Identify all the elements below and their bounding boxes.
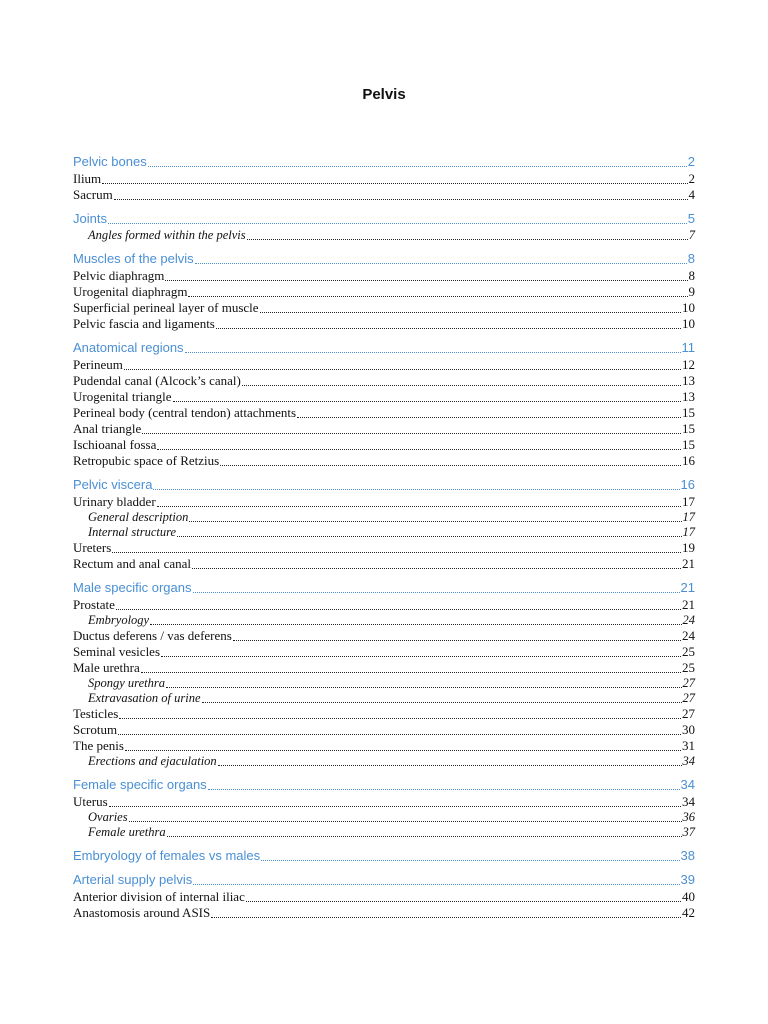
toc-entry-label: Ureters [73,540,112,555]
toc-page-number: 39 [680,872,695,887]
toc-entry-label: The penis [73,738,124,753]
toc-entry[interactable] [73,540,695,556]
dot-leader [189,521,681,522]
toc-section-heading[interactable] [73,848,695,864]
toc-page-number: 34 [680,777,695,792]
toc-entry-label: Retropubic space of Retzius [73,453,220,468]
dot-leader [125,750,681,751]
toc-entry[interactable] [73,357,695,373]
dot-leader [157,506,681,507]
toc-page-number: 37 [682,825,695,839]
dot-leader [118,734,681,735]
toc-subentry[interactable] [73,676,695,691]
toc-subentry[interactable] [73,510,695,525]
dot-leader [129,821,682,822]
toc-entry-label: Urogenital triangle [73,389,172,404]
toc-page-number: 10 [682,316,695,331]
toc-entry[interactable] [73,722,695,738]
toc-page-number: 27 [682,676,695,690]
toc-entry[interactable] [73,300,695,316]
toc-entry-label: Pelvic fascia and ligaments [73,316,215,331]
toc-page-number: 27 [682,691,695,705]
toc-page-number: 10 [682,300,695,315]
toc-entry[interactable] [73,597,695,613]
toc-page-number: 42 [682,905,695,920]
dot-leader [116,609,681,610]
toc-page-number: 8 [688,268,695,283]
toc-page-number: 21 [682,556,695,571]
toc-entry-label: Ovaries [88,810,128,824]
toc-page-number: 17 [682,494,695,509]
toc-page-number: 40 [682,889,695,904]
toc-page-number: 34 [682,794,695,809]
toc-page-number: 12 [682,357,695,372]
toc-page-number: 17 [682,510,695,524]
toc-entry-label: General description [88,510,189,524]
toc-section-heading[interactable] [73,777,695,793]
toc-entry-label: Sacrum [73,187,113,202]
dot-leader [141,672,681,673]
toc-page-number: 2 [688,171,695,186]
toc-page-number: 21 [682,597,695,612]
toc-entry-label: Anastomosis around ASIS [73,905,211,920]
toc-entry-label: Anterior division of internal iliac [73,889,245,904]
toc-page-number: 34 [682,754,695,768]
toc-entry-label: Prostate [73,597,115,612]
toc-page-number: 9 [688,284,695,299]
dot-leader [142,433,681,434]
dot-leader [166,687,682,688]
toc-subentry[interactable] [73,825,695,840]
toc-entry-label: Female urethra [88,825,166,839]
dot-leader [153,489,679,490]
toc-entry-label: Embryology of females vs males [73,848,261,863]
toc-entry-label: Urogenital diaphragm [73,284,188,299]
toc-page-number: 38 [680,848,695,863]
toc-entry[interactable] [73,628,695,644]
dot-leader [193,592,680,593]
toc-page-number: 16 [682,453,695,468]
toc-page-number: 24 [682,613,695,627]
toc-entry[interactable] [73,316,695,332]
toc-entry[interactable] [73,268,695,284]
toc-subentry[interactable] [73,525,695,540]
dot-leader [195,263,687,264]
dot-leader [112,552,681,553]
toc-page-number: 13 [682,373,695,388]
dot-leader [108,223,687,224]
toc-entry[interactable] [73,453,695,469]
table-of-contents [73,146,695,921]
toc-page-number: 27 [682,706,695,721]
toc-page-number: 24 [682,628,695,643]
dot-leader [246,901,681,902]
toc-entry[interactable] [73,794,695,810]
toc-entry[interactable] [73,187,695,203]
toc-entry[interactable] [73,556,695,572]
toc-entry-label: Female specific organs [73,777,207,792]
toc-entry-label: Ilium [73,171,102,186]
toc-entry[interactable] [73,284,695,300]
dot-leader [124,369,681,370]
toc-entry[interactable] [73,373,695,389]
toc-entry[interactable] [73,644,695,660]
toc-entry-label: Pelvic bones [73,154,147,169]
dot-leader [161,656,681,657]
toc-entry[interactable] [73,660,695,676]
toc-entry-label: Anatomical regions [73,340,184,355]
toc-page-number: 2 [687,154,695,169]
toc-entry-label: Spongy urethra [88,676,165,690]
toc-page-number: 15 [682,405,695,420]
toc-section-heading[interactable] [73,154,695,170]
toc-subentry[interactable] [73,613,695,628]
toc-page-number: 31 [682,738,695,753]
toc-section-heading[interactable] [73,872,695,888]
dot-leader [185,352,681,353]
dot-leader [202,702,682,703]
toc-section-heading[interactable] [73,251,695,267]
toc-entry[interactable] [73,389,695,405]
dot-leader [218,765,682,766]
toc-entry-label: Pudendal canal (Alcock’s canal) [73,373,241,388]
toc-page-number: 25 [682,660,695,675]
dot-leader [157,449,681,450]
toc-entry-label: Scrotum [73,722,118,737]
toc-entry[interactable] [73,706,695,722]
toc-entry[interactable] [73,905,695,921]
toc-page-number: 15 [682,437,695,452]
toc-page-number: 7 [688,228,695,242]
toc-entry-label: Ductus deferens / vas deferens [73,628,232,643]
toc-subentry[interactable] [73,754,695,769]
dot-leader [208,789,680,790]
toc-page-number: 11 [681,340,695,355]
toc-entry-label: Rectum and anal canal [73,556,192,571]
toc-subentry[interactable] [73,691,695,706]
toc-page-number: 15 [682,421,695,436]
toc-entry-label: Urinary bladder [73,494,156,509]
toc-page-number: 5 [687,211,695,226]
toc-entry-label: Angles formed within the pelvis [88,228,246,242]
toc-entry-label: Internal structure [88,525,177,539]
toc-entry-label: Testicles [73,706,119,721]
toc-page-number: 17 [682,525,695,539]
toc-entry[interactable] [73,889,695,905]
toc-entry-label: Superficial perineal layer of muscle [73,300,259,315]
dot-leader [119,718,681,719]
dot-leader [211,917,681,918]
toc-entry[interactable] [73,494,695,510]
toc-page-number: 19 [682,540,695,555]
toc-section-heading[interactable] [73,211,695,227]
dot-leader [297,417,681,418]
toc-page-number: 25 [682,644,695,659]
toc-entry-label: Perineum [73,357,123,372]
dot-leader [220,465,681,466]
dot-leader [260,312,681,313]
toc-entry-label: Muscles of the pelvis [73,251,194,266]
toc-entry-label: Joints [73,211,107,226]
toc-entry-label: Perineal body (central tendon) attachments [73,405,297,420]
toc-entry-label: Seminal vesicles [73,644,161,659]
toc-entry-label: Pelvic diaphragm [73,268,165,283]
toc-page-number: 36 [682,810,695,824]
dot-leader [102,183,687,184]
toc-page-number: 13 [682,389,695,404]
toc-entry-label: Extravasation of urine [88,691,201,705]
toc-page-number: 4 [688,187,695,202]
dot-leader [173,401,681,402]
toc-subentry[interactable] [73,810,695,825]
toc-entry-label: Erections and ejaculation [88,754,217,768]
toc-entry-label: Anal triangle [73,421,142,436]
toc-entry[interactable] [73,171,695,187]
toc-entry-label: Male urethra [73,660,140,675]
dot-leader [233,640,681,641]
toc-page-number: 21 [680,580,695,595]
dot-leader [216,328,681,329]
dot-leader [167,836,682,837]
dot-leader [148,166,687,167]
dot-leader [114,199,688,200]
toc-page-number: 16 [680,477,695,492]
toc-section-heading[interactable] [73,477,695,493]
dot-leader [192,568,681,569]
toc-entry-label: Pelvic viscera [73,477,153,492]
dot-leader [165,280,687,281]
toc-entry[interactable] [73,437,695,453]
toc-page-number: 30 [682,722,695,737]
toc-entry-label: Arterial supply pelvis [73,872,193,887]
toc-entry-label: Male specific organs [73,580,192,595]
dot-leader [150,624,681,625]
page-title: Pelvis [362,86,406,103]
toc-entry[interactable] [73,405,695,421]
toc-entry[interactable] [73,421,695,437]
toc-entry-label: Embryology [88,613,150,627]
dot-leader [261,860,679,861]
dot-leader [177,536,681,537]
toc-subentry[interactable] [73,228,695,243]
toc-section-heading[interactable] [73,580,695,596]
dot-leader [188,296,687,297]
dot-leader [247,239,688,240]
dot-leader [109,806,681,807]
dot-leader [242,385,681,386]
toc-page-number: 8 [687,251,695,266]
toc-entry-label: Uterus [73,794,108,809]
toc-section-heading[interactable] [73,340,695,356]
toc-entry-label: Ischioanal fossa [73,437,157,452]
dot-leader [193,884,679,885]
toc-entry[interactable] [73,738,695,754]
